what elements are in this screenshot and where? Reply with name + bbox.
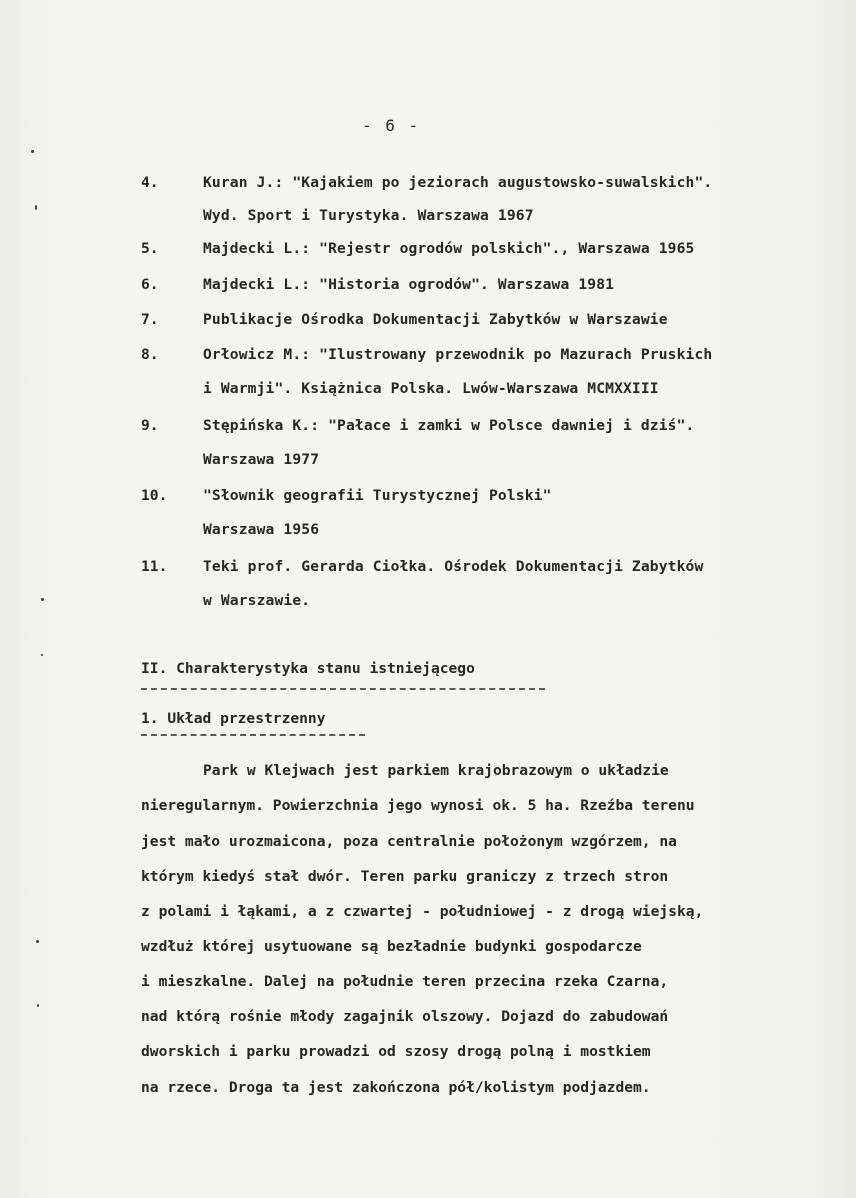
ref-line: Orłowicz M.: "Ilustrowany przewodnik po Mazurach Pruskich [203, 346, 713, 363]
page-number: - 6 - [362, 116, 421, 135]
paragraph-line: Park w Klejwach jest parkiem krajobrazowym o układzie [203, 762, 669, 779]
subsection-heading-underline [141, 734, 365, 736]
scan-speck [31, 150, 34, 153]
paragraph-line: wzdłuż której usytuowane są bezładnie budynki gospodarcze [141, 938, 642, 955]
subsection-heading: 1. Układ przestrzenny [141, 710, 326, 727]
scan-speck [36, 940, 39, 943]
scan-speck [37, 1004, 39, 1007]
section-heading: II. Charakterystyka stanu istniejącego [141, 660, 475, 677]
ref-line: Majdecki L.: "Rejestr ogrodów polskich"., Warszawa 1965 [203, 240, 695, 257]
paragraph-line: z polami i łąkami, a z czwartej - południowej - z drogą wiejską, [141, 903, 704, 920]
ref-number: 4. [141, 174, 159, 191]
paragraph-line: nad którą rośnie młody zagajnik olszowy. Dojazd do zabudowań [141, 1008, 669, 1025]
ref-number: 6. [141, 276, 159, 293]
ref-line: Teki prof. Gerarda Ciołka. Ośrodek Dokumentacji Zabytków [203, 558, 704, 575]
ref-line: "Słownik geografii Turystycznej Polski" [203, 487, 552, 504]
paragraph-line: dworskich i parku prowadzi od szosy drogą polną i mostkiem [141, 1043, 651, 1060]
scan-speck [41, 654, 43, 656]
ref-line: i Warmji". Książnica Polska. Lwów-Warszawa MCMXXIII [203, 380, 659, 397]
scan-speck [41, 598, 44, 601]
paragraph-line: i mieszkalne. Dalej na południe teren przecina rzeka Czarna, [141, 973, 669, 990]
scan-speck [35, 205, 37, 210]
ref-line: Warszawa 1977 [203, 451, 320, 468]
ref-number: 7. [141, 311, 159, 328]
ref-number: 11. [141, 558, 168, 575]
ref-line: w Warszawie. [203, 592, 311, 609]
ref-line: Wyd. Sport i Turystyka. Warszawa 1967 [203, 207, 534, 224]
paragraph-line: na rzece. Droga ta jest zakończona pół/kolistym podjazdem. [141, 1079, 651, 1096]
ref-line: Warszawa 1956 [203, 521, 320, 538]
ref-line: Publikacje Ośrodka Dokumentacji Zabytków w Warszawie [203, 311, 668, 328]
ref-line: Stępińska K.: "Pałace i zamki w Polsce dawniej i dziś". [203, 417, 695, 434]
paragraph-line: jest mało urozmaicona, poza centralnie położonym wzgórzem, na [141, 833, 677, 850]
ref-number: 10. [141, 487, 168, 504]
ref-number: 9. [141, 417, 159, 434]
ref-number: 8. [141, 346, 159, 363]
section-heading-underline [141, 688, 545, 690]
ref-line: Kuran J.: "Kajakiem po jeziorach augustowsko-suwalskich". [203, 174, 713, 191]
paragraph-line: którym kiedyś stał dwór. Teren parku graniczy z trzech stron [141, 868, 669, 885]
ref-line: Majdecki L.: "Historia ogrodów". Warszawa 1981 [203, 276, 615, 293]
ref-number: 5. [141, 240, 159, 257]
paragraph-line: nieregularnym. Powierzchnia jego wynosi ok. 5 ha. Rzeźba terenu [141, 797, 695, 814]
